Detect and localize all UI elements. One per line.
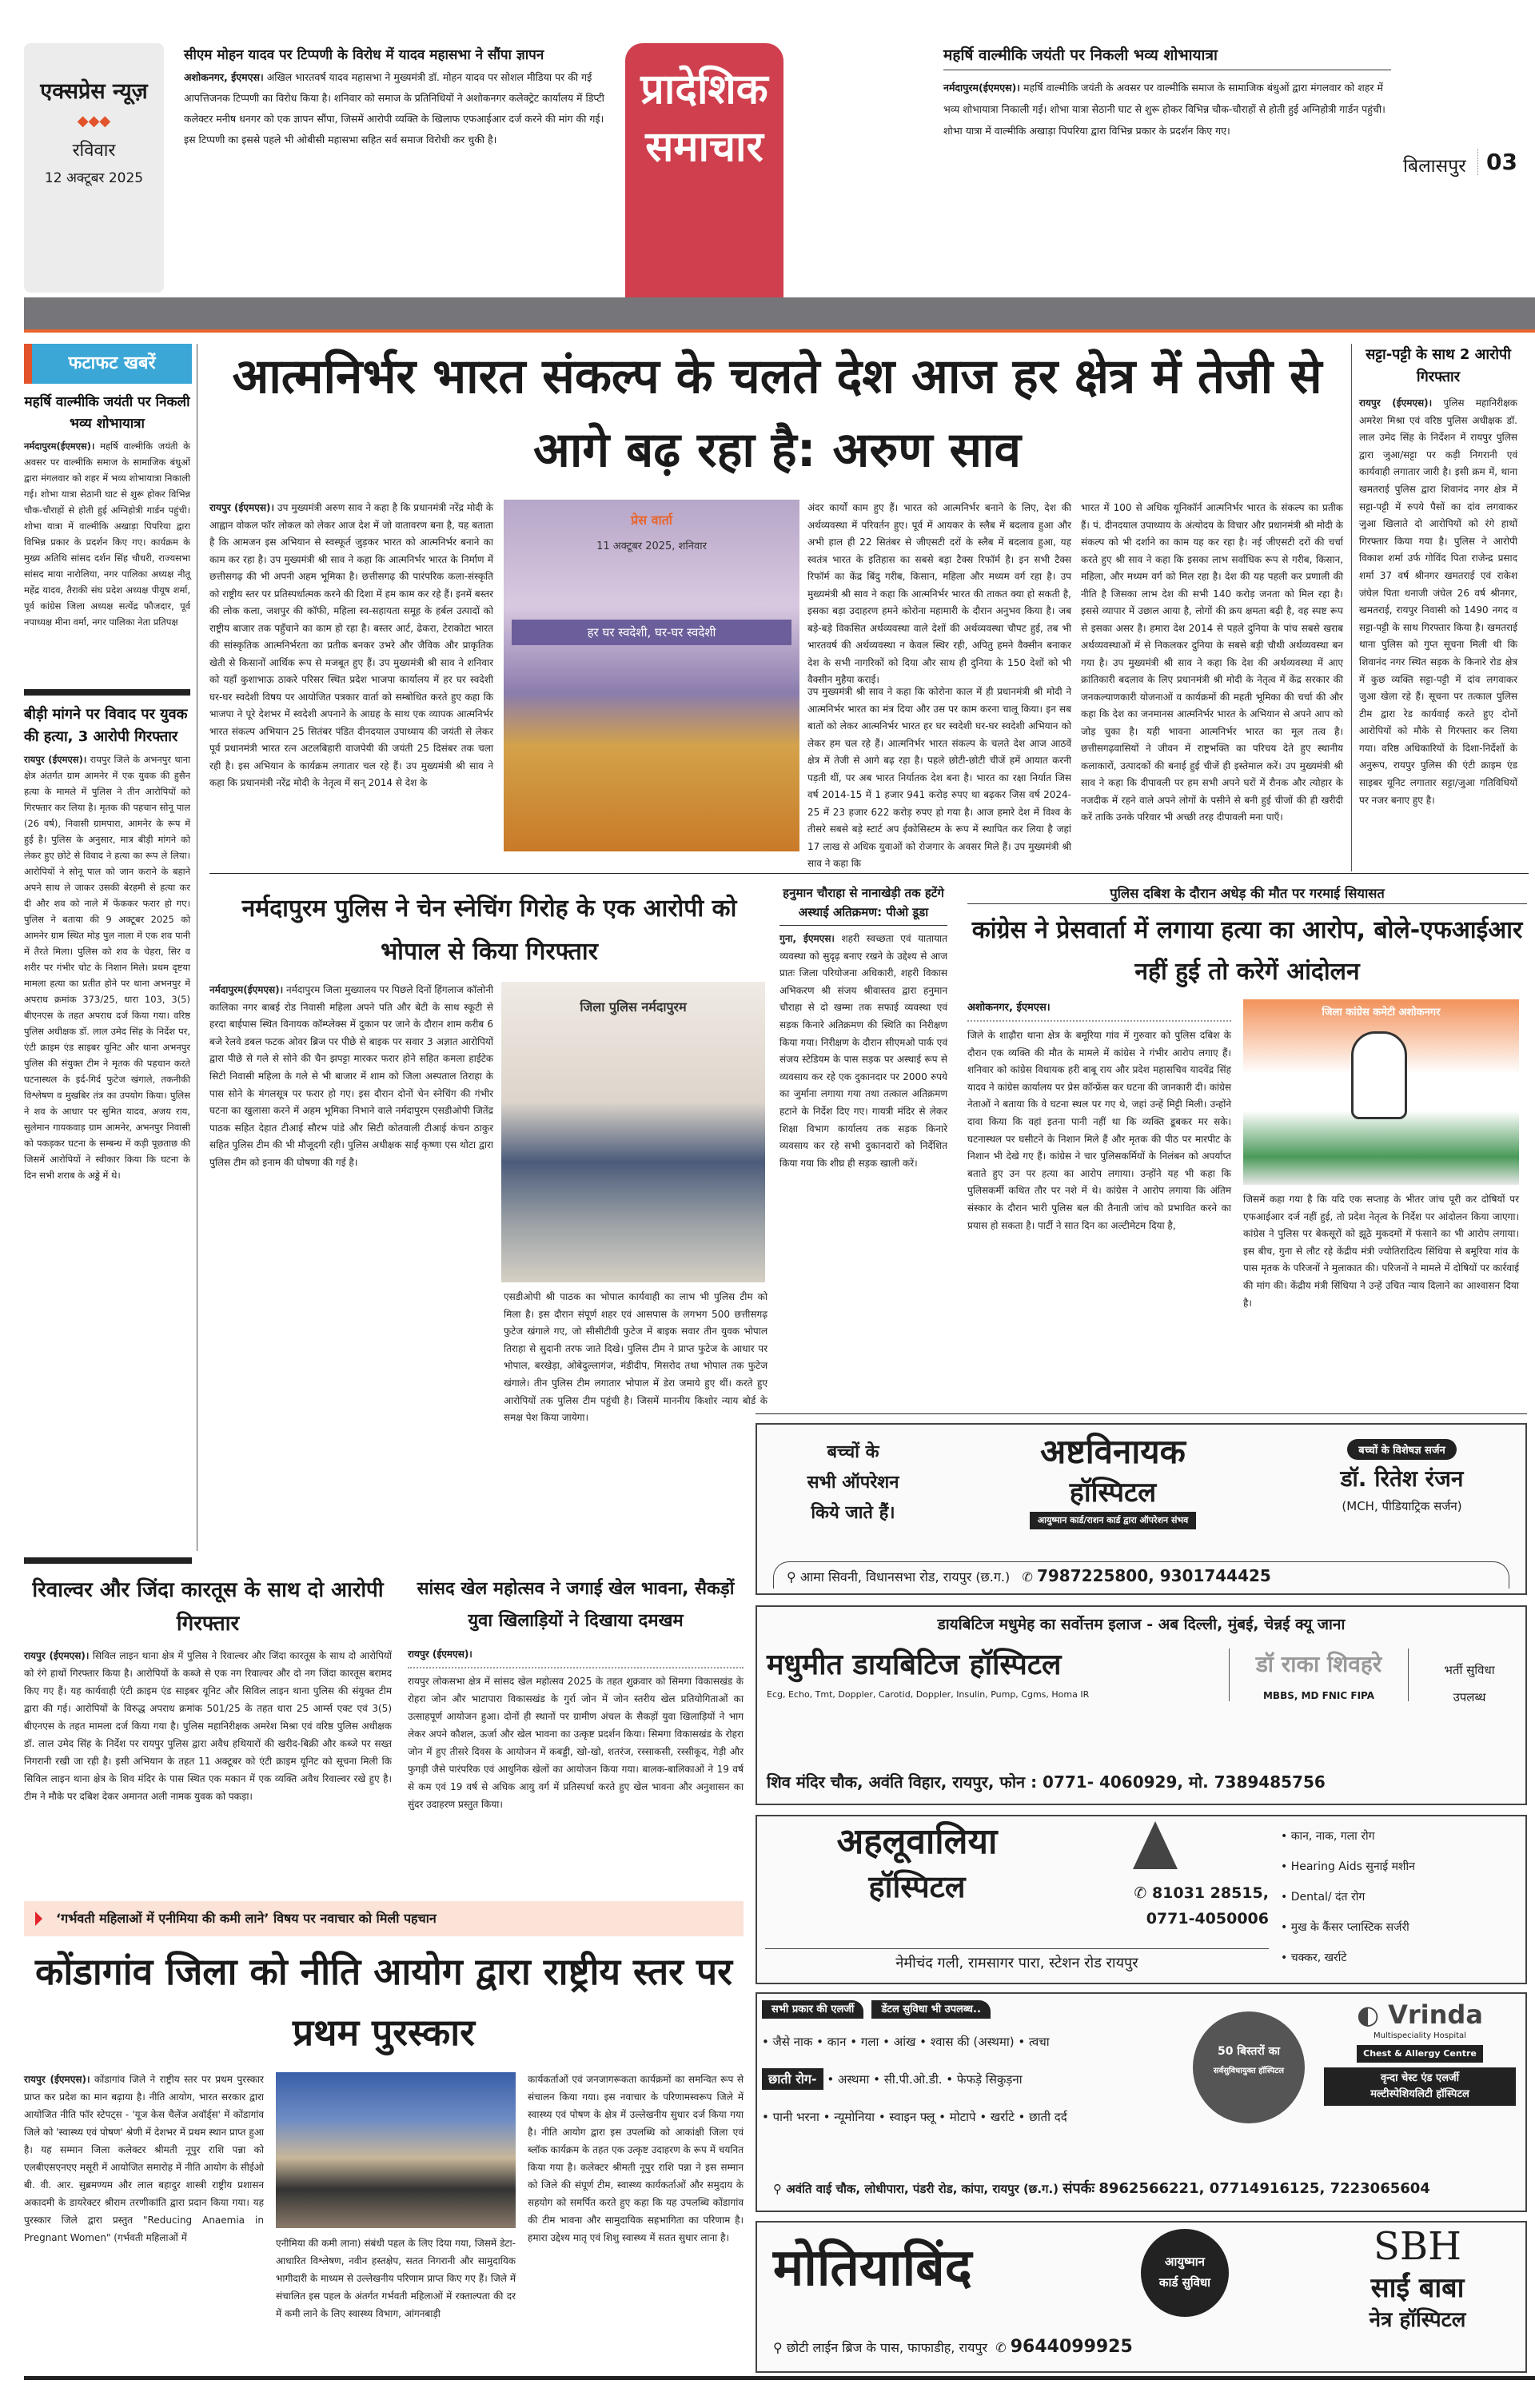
- hospital-name: वृन्दा चेस्ट एंड एलर्जी: [1380, 2072, 1460, 2084]
- phone-icon: ✆: [1134, 1884, 1147, 1902]
- police-team-photo: [501, 982, 765, 1282]
- diamond-ornament-icon: ◆◆◆: [77, 113, 111, 130]
- fatafat-khabrein-label: फटाफट खबरें: [24, 344, 192, 384]
- specialist-pill: बच्चों के विशेषज्ञ सर्जन: [1347, 1439, 1456, 1460]
- khel-mahotsav-headline: सांसद खेल महोत्सव ने जगाई खेल भावना, सैकड़ों युवा खिलाड़ियों ने दिखाया दमखम: [417, 1579, 735, 1631]
- hospital-name: अहलूवालिया: [836, 1821, 998, 1862]
- masthead-band: [24, 297, 1535, 333]
- ad-address: छोटी लाईन ब्रिज के पास, फाफाडीह, रायपुर: [786, 2340, 988, 2355]
- kondagaon-body2: एनीमिया की कमी लाना) संबंधी पहल के लिए दिया गया, जिसमें डेटा-आधारित विश्लेषण, नवीन हस्तक्षेप, सतत निगरानी और सामुदायिक भागीदारी के माध्यम से उल्लेखनीय परिणाम प्राप्त किए गए हैं। जिले में संचालित इस पहल के अंतर्गत गर्भवती महिलाओं में रक्ताल्पता की दर में कमी लाने के लिए स्वास्थ्य विभाग, आंगनबाड़ी: [276, 2238, 516, 2319]
- hospital-name: नेत्र हॉस्पिटल: [1369, 2308, 1466, 2332]
- kondagaon-kicker: [24, 1901, 744, 1936]
- dateline: रायपुर (ईएमएस)।: [24, 754, 87, 765]
- ad-address: अवंति वाई चौक, लोधीपारा, पंडरी रोड, कांपा, रायपुर (छ.ग.): [786, 2182, 1059, 2196]
- chain-story-col2: एसडीओपी श्री पाठक का भोपाल कार्यवाही का लाभ भी पुलिस टीम को मिला है। इस दौरान संपूर्ण शहर एवं आसपास के लगभग 500 छत्तीसगढ़ फुटेज खंगाले गए, जो सीसीटीवी फुटेज में बाइक सवार तीन युवक भोपाल तिराहा से सुदानी तरफ जाते दिखे। पुलिस टीम ने प्राप्त फुटेज के आधार पर भोपाल, बरखेड़ा, ओबेदुल्लागंज, मंडीदीप, मिसरोद तथा भोपाल तक फुटेज खंगाले। तीन पुलिस टीम लगातार भोपाल में डेरा जमाये हुए थीं। करते हुए आरोपियों तक पुलिस टीम पहुंची है। जिसमें माननीय किशोर न्याय बोर्ड के समक्ष पेश किया जायेगा।: [504, 1291, 768, 1424]
- dateline: नर्मदापुरम(ईएमएस)।: [24, 441, 95, 452]
- beds-badge: [1193, 2011, 1305, 2123]
- story-title: महर्षि वाल्मीकि जयंती पर निकली भव्य शोभायात्रा: [24, 394, 190, 432]
- doctor-qualification: MBBS, MD FNIC FIPA: [1262, 1690, 1375, 1701]
- congress-kicker: पुलिस दबिश के दौरान अधेड़ की मौत पर गरमाई सियासत: [967, 883, 1527, 904]
- photo-date-text: 11 अक्टूबर 2025, शनिवार: [596, 540, 707, 552]
- service-item: • चक्कर, खर्राटे: [1281, 1952, 1347, 1964]
- hand-symbol-icon: [1351, 1031, 1407, 1119]
- contact-label: संपर्कः: [1063, 2180, 1095, 2197]
- divider: [756, 1413, 1527, 1414]
- photo-banner: जिला कांग्रेस कमेटी अशोकनगर: [1322, 1007, 1441, 1019]
- story-body: महर्षि वाल्मीकि जयंती के अवसर पर वाल्मीकि समाज के सामाजिक बंधुओं द्वारा मंगलवार को शहर में भव्य शोभायात्रा निकाली गई। शोभा यात्रा सेठानी घाट से शुरू होकर विभिन्न चौक-चौराहों से होती हुई अग्निहोत्री गार्डन पहुंची। शोभा यात्रा में वाल्मीकि अखाड़ा पिपरिया द्वारा विभिन्न प्रकार के प्रदर्शन किए गए। कार्यक्रम के मुख्य अतिथि सांसद दर्शन सिंह चौधरी, राज्यसभा सांसद माया नारोलिया, नगर पालिका अध्यक्ष नीतू महेंद्र यादव, तैराकी संघ प्रदेश अध्यक्ष पीयूष शर्मा, पूर्व कांग्रेस जिला अध्यक्ष सत्येंद्र फौजदार, पूर्व नपाध्यक्ष मीना वर्मा, नगर पालिका नेता प्रतिपक्ष: [24, 441, 191, 628]
- left-column: [24, 392, 190, 1503]
- page-number: 03: [1477, 149, 1517, 175]
- story-body: पुलिस महानिरीक्षक अमरेश मिश्रा एवं वरिष्ठ पुलिस अधीक्षक डॉ. लाल उमेद सिंह के निर्देशन में रायपुर पुलिस द्वारा जुआ/सट्टा पर कड़ी निगरानी एवं कार्यवाही लगातार जारी है। इसी क्रम में, थाना खमतराई पुलिस द्वारा शिवानंद नगर क्षेत्र में सट्टा-पट्टी में रुपये पैसों का दांव लगवाकर जुआ खिलाते दो आरोपियों को रंगे हाथों गिरफ्तार किया गया है। पुलिस ने आरोपी विकाश शर्मा उर्फ गोविंद पिता राजेन्द्र प्रसाद शर्मा 37 वर्ष श्रीनगर खमतराई एवं राकेश जंघेल पिता धनाजी जंघेल 26 वर्ष श्रीनगर, खमतराई, रायपुर निवासी को 1490 नगद व सट्टा-पट्टी के साथ गिरफ्तार किया है। खमतराई थाना पुलिस को गुप्त सूचना मिली थी कि शिवानंद नगर स्थित सड़क के किनारे रोड क्षेत्र में कुछ व्यक्ति सट्टा-पट्टी में दांव लगवाकर जुआ खेला रहे हैं। सूचना पर तत्काल पुलिस टीम द्वारा रेड कार्यवाई करते हुए दोनों आरोपियों को मौके से गिरफ्तार कर लिया गया। वरिष्ठ अधिकारियों के दिशा-निर्देशों के अनुरूप, रायपुर पुलिस की एंटी क्राइम एंड साइबर यूनिट लगातार सट्टा/जुआ गतिविधियों पर नजर बनाए हुए है।: [1359, 397, 1517, 806]
- services-list: [1281, 1821, 1521, 1973]
- ad-text: उपलब्ध: [1453, 1690, 1486, 1704]
- doctor-qualification: (MCH, पीडियाट्रिक सर्जन): [1342, 1499, 1462, 1513]
- location-pin-icon: ⚲: [787, 1569, 796, 1585]
- dateline: गुना, ईएमएस।: [779, 933, 835, 944]
- masthead-date: 12 अक्टूबर 2025: [44, 170, 144, 186]
- dateline: रायपुर (ईएमएस)।: [24, 1650, 90, 1661]
- brief-title: महर्षि वाल्मीकि जयंती पर निकली भव्य शोभायात्रा: [943, 43, 1391, 70]
- section-title-line1: प्रादेशिक: [640, 66, 768, 114]
- ad-phone: 8962566221, 07714916125, 7223065604: [1098, 2180, 1430, 2197]
- lungs-logo-icon: ◐: [1357, 1999, 1379, 2030]
- top-brief-valmiki: [943, 43, 1391, 291]
- badge-text: सर्वसुविधायुक्त हॉस्पिटल: [1213, 2067, 1285, 2075]
- hospital-name: साईं बाबा: [1370, 2272, 1465, 2304]
- story-body: कोंडागांव जिले ने राष्ट्रीय स्तर पर प्रथम पुरस्कार प्राप्त कर प्रदेश का मान बढ़ाया है। नीति आयोग, भारत सरकार द्वारा आयोजित नीति फॉर स्टेपट्स - 'यूज केस चैलेंज अवॉर्ड्स' में कोंडागांव जिले को 'स्वास्थ्य एवं पोषण' श्रेणी में देशभर में प्रथम स्थान प्राप्त हुआ है। यह सम्मान जिला कलेक्टर श्रीमती नूपुर राशि पन्ना को एलबीएसएनएए मसूरी में आयोजित समारोह में नीति आयोग के सीईओ बी. वी. आर. सुब्रमण्यम और लाल बहादुर शास्त्री राष्ट्रीय प्रशासन अकादमी के डायरेक्टर श्रीराम तरणीकांति द्वारा प्रदान किया गया। यह पुरस्कार जिले द्वारा प्रस्तुत "Reducing Anaemia in Pregnant Women" (गर्भवती महिलाओं में: [24, 2074, 264, 2243]
- arrow-right-icon: [35, 1912, 42, 1926]
- top-brief-yadav: [184, 43, 608, 291]
- ad-address: नेमीचंद गली, रामसागर पारा, स्टेशन रोड रायपुर: [765, 1948, 1269, 1975]
- sbh-logo: SBH: [1373, 2224, 1461, 2269]
- ad-saibaba-eye-hospital: [756, 2221, 1527, 2373]
- page-bottom-rule: [24, 2376, 1535, 2380]
- award-ceremony-photo: [276, 2072, 516, 2228]
- press-conference-photo: [504, 500, 799, 851]
- main-headline: आत्मनिर्भर भारत संकल्प के चलते देश आज हर क्षेत्र में तेजी से आगे बढ़ रहा है: अरुण साव: [232, 349, 1322, 478]
- badge-text: कार्ड सुविधा: [1158, 2275, 1211, 2290]
- ad-madhumeet-diabetes-hospital: [756, 1605, 1527, 1805]
- ad-text: किये जाते हैं।: [811, 1503, 895, 1523]
- service-item: • कान, नाक, गला रोग: [1281, 1830, 1375, 1843]
- edition-city: बिलासपुर: [1403, 156, 1466, 177]
- photo-sign-text: जिला पुलिस नर्मदापुरम: [580, 999, 687, 1015]
- khel-story-body: रायपुर लोकसभा क्षेत्र में सांसद खेल महोत्सव 2025 के तहत शुक्रवार को सिमगा विकासखंड के रोहरा जोन और भाटापारा विकासखंड के गुर्रा जोन में जोन स्तरीय खेल प्रतियोगिताओं का उत्साहपूर्ण आयोजन हुआ। दोनों ही स्थानों पर ग्रामीण अंचल के सैकड़ों युवा खिलाड़ियों ने भाग लेकर अपने कौशल, ऊर्जा और खेल भावना का उत्कृष्ट प्रदर्शन किया। सिमगा विकासखंड के रोहरा जोन में हुए तीसरे दिवस के आयोजन में कबड्डी, खो-खो, शतरंज, रस्साकसी, रस्सीकूद, गेड़ी और फुगड़ी जैसे पारंपरिक एवं आधुनिक खेलों का आयोजन किया गया। बालक-बालिकाओं ने 19 वर्ष से कम एवं 19 वर्ष से अधिक आयु वर्ग में प्रतिस्पर्धा करते हुए खेल भावना और अनुशासन का सुंदर उदाहरण प्रस्तुत किया।: [408, 1676, 744, 1810]
- section-title-line2: समाचार: [645, 123, 764, 171]
- brand-name: एक्सप्रेस न्यूज़: [40, 79, 148, 104]
- hospital-logo-icon: [1133, 1821, 1178, 1869]
- main-story-col3: उप मुख्यमंत्री श्री साव ने कहा कि कोरोना काल में ही प्रधानमंत्री श्री मोदी ने आत्मनिर्भर भारत का मंत्र दिया और उस पर काम करना चालू किया। इन सब बातों को लेकर आत्मनिर्भर भारत हर घर स्वदेशी घर-घर स्वदेशी अभियान को लेकर हम चल रहे हैं। आत्मनिर्भर भारत संकल्प के चलते देश आज आठवें क्षेत्र में तेजी से आगे बढ़ रहा है। पहले छोटी-छोटी चीजें हमें आयात करनी पड़ती थीं, पर अब भारत निर्यातक देश बना है। भारत का रक्षा निर्यात जिस वर्ष 2014-15 में 1 हजार 941 करोड़ रुपए था बढ़कर जिस वर्ष 2024-25 में 23 हजार 622 करोड़ रुपए हो गया है। आज हमारे देश में विश्व के तीसरे सबसे बड़े स्टार्ट अप ईकोसिस्टम के रूप में स्थापित कर लिया है जहां 17 लाख से अधिक युवाओं को रोजगार के अवसर मिले हैं। उप मुख्यमंत्री श्री साव ने कहा कि: [807, 686, 1071, 869]
- card-note: आयुष्मान कार्ड/राशन कार्ड द्वारा ऑपरेशन संभव: [1030, 1512, 1196, 1529]
- doctor-name: डॉ. रितेश रंजन: [1340, 1465, 1464, 1492]
- story-body: शहरी स्वच्छता एवं यातायात व्यवस्था को सुदृढ़ बनाए रखने के उद्देश्य से आज प्रातः जिला परियोजना अधिकारी, शहरी विकास अभिकरण श्री संजय श्रीवास्तव द्वारा हनुमान चौराहा से दो खम्मा तक सफाई व्यवस्था एवं सड़क किनारे अतिक्रमण की स्थिति का निरीक्षण किया गया। निरीक्षण के दौरान सीएमओ पार्क एवं संजय स्टेडियम के पास सड़क पर अस्थाई रूप से व्यवसाय कर रहे एक दुकानदार पर 2000 रुपये का जुर्माना लगाया गया तथा तत्काल अतिक्रमण हटाने के निर्देश दिए गए। गायत्री मंदिर से लेकर शिक्षा विभाग कार्यालय तक सड़क किनारे व्यवसाय कर रहे सभी दुकानदारों को निर्देशित किया गया कि शीघ्र ही सड़क खाली करें।: [779, 933, 947, 1169]
- ayushman-badge: [1141, 2229, 1229, 2317]
- badge-text: आयुष्मान: [1165, 2255, 1205, 2269]
- hospital-name: हॉस्पिटल: [868, 1869, 966, 1904]
- section-divider: [209, 873, 1529, 874]
- phone-icon: ✆: [995, 2340, 1007, 2355]
- ad-phone: 0771-4050006: [1146, 1910, 1269, 1928]
- congress-headline: कांग्रेस ने प्रेसवार्ता में लगाया हत्या का आरोप, बोले-एफआईआर नहीं हुई तो करेगें आंदोलन: [971, 916, 1523, 986]
- photo-label: प्रेस वार्ता: [631, 512, 672, 528]
- story-title: हनुमान चौराहा से नानाखेड़ी तक हटेंगे अस्थाई अतिक्रमण: पीओ डूडा: [779, 883, 947, 926]
- badge-text: 50 बिस्तरों का: [1217, 2045, 1280, 2058]
- ad-services: Ecg, Echo, Tmt, Doppler, Carotid, Doppler, Insulin, Pump, Cgms, Homa IR: [767, 1689, 1090, 1700]
- ad-tab: डेंटल सुविधा भी उपलब्ध..: [871, 2000, 990, 2019]
- dateline: रायपुर (ईएमएस)।: [24, 2074, 90, 2085]
- ad-list: • जैसे नाक • कान • गला • आंख • श्वास की (अस्थमा) • त्वचा: [762, 2035, 1050, 2049]
- ad-address: आमा सिवनी, विधानसभा रोड, रायपुर (छ.ग.): [799, 1569, 1011, 1585]
- ad-address: शिव मंदिर चौक, अवंति विहार, रायपुर, फोन : 0771- 4060929, मो. 7389485756: [767, 1772, 1326, 1792]
- location-pin-icon: ⚲: [773, 2182, 782, 2196]
- ad-list: • अस्थमा • सी.पी.ओ.डी. • फेफड़े सिकुड़ना: [827, 2072, 1023, 2087]
- dateline: नर्मदापुरम(ईएमएस)।: [943, 82, 1021, 94]
- hospital-name: मधुमीत डायबिटिज हॉस्पिटल: [767, 1649, 1062, 1681]
- congress-press-photo: [1243, 999, 1519, 1185]
- dateline: अशोकनगर, ईएमएस।: [184, 71, 264, 83]
- masthead-day: रविवार: [72, 141, 116, 161]
- service-item: • मुख के कैंसर प्लास्टिक सर्जरी: [1281, 1921, 1409, 1934]
- main-story-col1: [209, 500, 493, 863]
- hospital-name: हॉस्पिटल: [1069, 1477, 1157, 1509]
- dateline: रायपुर (ईएमएस)।: [408, 1647, 744, 1668]
- ad-list: • पानी भरना • न्यूमोनिया • स्वाइन फ्लू • मोटापे • खर्राटे • छाती दर्द: [762, 2110, 1067, 2124]
- dateline: अशोकनगर, ईएमएस।: [967, 999, 1231, 1022]
- ad-ashtavinayak-hospital: [756, 1423, 1527, 1595]
- story-body: नर्मदापुरम जिला मुख्यालय पर पिछले दिनों हिंगलाज कॉलोनी कालिका नगर बाबई रोड निवासी महिला अपने पति और बेटी के साथ स्कूटी से हरदा बाईपास स्थित विनायक कॉम्प्लेक्स में दुकान पर जाने के दौरान शाम करीब 6 बजे रेलवे डबल फटक ओवर ब्रिज पर पीछे से बाइक पर सवार 3 अज्ञात आरोपियों द्वारा पीछे से गले से सोने की चैन झपट्टा मारकर फरार होने सहित कमला हाईटेक सिटी निवासी महिला के गले से भी बाजार में शाम को जिला अस्पताल तिराहा के पास सोने के मंगलसूत्र पर फरार हो गए। इस दौरान दोनों चेन स्नेचिंग की गंभीर घटना का खुलासा करने में अहम भूमिका निभाने वाले नर्मदापुरम एसडीओपी जितेंद्र पाठक सहित देहात टीआई सौरभ पांडे और सिटी कोतवाली टीआई कंचन ठाकुर सहित पुलिस टीम की भी मौजूदगी रही। पुलिस अधीक्षक साईं कृष्णा एस थोटा द्वारा पुलिस टीम को इनाम की घोषणा की गई है।: [209, 984, 493, 1168]
- main-story-col2: अंदर कार्यों काम हुए हैं। भारत को आत्मनिर्भर बनाने के लिए, देश की अर्थव्यवस्था में परिवर्तन हुए। पूर्व में आयकर के स्लैब में बदलाव हुआ और अभी हाल ही 22 सितंबर से जीएसटी दरों के स्लैब में बदलाव हुआ, यह स्वतंत्र भारत के इतिहास का सबसे बड़ा टैक्स रिफॉर्म है। इन सभी टैक्स रिफॉर्म का केंद्र बिंदु गरीब, किसान, महिला और मध्यम वर्ग रहा है। उप मुख्यमंत्री श्री साव ने कहा कि आत्मनिर्भर भारत की ताकत क्या हो सकती है, इसका बड़ा उदाहरण हमने कोरोना महामारी के दौरान अनुभव किया है। जब बड़े-बड़े विकसित अर्थव्यवस्था वाले देशों की अर्थव्यवस्था चौपट हुई, तब भी भारतवर्ष की अर्थव्यवस्था न केवल स्थिर रही, अपितु हमने वैक्सीन बनाकर देश के सभी नागरिकों को दिया और साथ ही दुनिया के 150 देशों को भी वैक्सीन मुहैया कराई।: [807, 502, 1071, 685]
- right-column-story: [1359, 344, 1517, 859]
- chain-snatching-headline: नर्मदापुरम पुलिस ने चेन स्नेचिंग गिरोह के एक आरोपी को भोपाल से किया गिरफ्तार: [241, 895, 737, 966]
- logo-subtitle: Multispeciality Hospital: [1374, 2031, 1466, 2040]
- main-story-col4: भारत में 100 से अधिक यूनिकॉर्न आत्मनिर्भर भारत के संकल्प का प्रतीक हैं। पं. दीनदयाल उपाध्याय के अंत्योदय के विचार और प्रधानमंत्री श्री मोदी के संकल्प को भी दर्शाने का काम यह कर रहा है। नई जीएसटी दरों की चर्चा करते हुए श्री साव ने कहा कि इसका लाभ सर्वाधिक रूप से गरीब, किसान, महिला, और मध्यम वर्ग को मिल रहा है। देश की यह पहली कर प्रणाली की नीति है जिसका लाभ देश की सभी 140 करोड़ जनता को मिल रहा है। इससे व्यापार में उछाल आया है, लोगों की क्रय क्षमता बढ़ी है, वह स्पष्ट रूप से इसका असर है। हमारा देश 2014 से पहले दुनिया के पांच सबसे खराब अर्थव्यवस्थाओं में से निकलकर दुनिया के सबसे बड़ी चौथी अर्थव्यवस्था बन गया है। उप मुख्यमंत्री श्री साव ने कहा कि देश की अर्थव्यवस्था में आए क्रांतिकारी बदलाव के लिए प्रधानमंत्री श्री मोदी के नेतृत्व में केंद्र सरकार की जनकल्याणकारी योजनाओं व कार्यक्रमों की महती भूमिका की चर्चा की और कहा कि देश का जनमानस आत्मनिर्भर भारत के अभियान से अपने आप को जोड़ चुका है। यही भावना आत्मनिर्भर भारत का मूल तत्व है। छत्तीसगढ़वासियों ने जीवन में राष्ट्रभक्ति का परिचय देते हुए स्थानीय कलाकारों, उत्पादकों की बनाई हुई चीजें ही इस्तेमाल करें। उप मुख्यमंत्री श्री साव ने कहा कि दीपावली पर हम सभी अपने घरों में रौनक और त्योहार के नजदीक में रहने वाले अपने लोगों के पसीने से बनी हुई चीजों की ही खरीदी करें ताकि उनके परिवार भी अच्छी तरह दीपावली मना पाएँ।: [1081, 502, 1343, 823]
- congress-story-body2: जिसमें कहा गया है कि यदि एक सप्ताह के भीतर जांच पूरी कर दोषियों पर एफआईआर दर्ज नहीं हुई, तो प्रदेश नेतृत्व के निर्देश पर आंदोलन किया जाएगा। कांग्रेस ने पुलिस पर बेकसूरों को झूठे मुकदमों में फंसाने का भी आरोप लगाया। इस बीच, गुना से लौट रहे केंद्रीय मंत्री ज्योतिरादित्य सिंधिया से बमूरिया गांव के पास मृतक के परिजनों ने मुलाकात की। परिजनों ने मामले में दोषियों पर कार्रवाई की मांग की। केंद्रीय मंत्री सिंधिया ने उन्हें उचित न्याय दिलाने का आश्वासन दिया है।: [1243, 1194, 1519, 1309]
- section-title-block: [625, 43, 783, 297]
- ad-text: बच्चों के: [827, 1442, 879, 1462]
- story-body: रायपुर जिले के अभनपुर थाना क्षेत्र अंतर्गत ग्राम आमनेर में एक युवक की हुसैन हत्या के मामले में पुलिस ने तीन आरोपियों को गिरफ्तार कर लिया है। मृतक की पहचान सोनू पाल (26 वर्ष), निवासी ग्रामपारा, आमनेर के रूप में हुई है। पुलिस के अनुसार, मात्र बीड़ी मांगने को लेकर हुए छोटे से विवाद ने हत्या का रूप ले लिया। आरोपियों ने सोनू पाल को जान कराने के बहाने अपने साथ ले जाकर उसकी बेरहमी से हत्या कर दी और शव को नाले में फेंककर फरार हो गए। पुलिस ने बताया की 9 अक्टूबर 2025 को आमनेर ग्राम स्थित मोड़ पुल नाला में एक शव पानी में तैरते मिला। पुलिस को शव के चेहरा, सिर व शरीर पर गंभीर चोट के निशान मिले। प्रथम दृष्टया मामला हत्या का प्रतीत होने पर थाना अभनपुर में अपराध क्रमांक 373/25, धारा 103, 3(5) बीएनएस के तहत अपराध दर्ज किया गया। वरिष्ठ पुलिस अधीक्षक डॉ. लाल उमेद सिंह के निर्देश पर, एंटी क्राइम एंड साइबर यूनिट और थाना अभनपुर पुलिस की संयुक्त टीम ने मृतक की पहचान करते घटनास्थल के इर्द-गिर्द फुटेज खंगाले, तकनीकी विश्लेषण व मुखबिर तंत्र का उपयोग किया। पुलिस ने शव के आधार पर सुमित यादव, अजय राय, सुलेमान गायकवाड़ ग्राम आमनेर, अभनपुर निवासी को पकड़कर घटना के सम्बन्ध में कड़ी पूछताछ की जिसमें आरोपियों ने स्वीकार किया कि घटना के दिन सभी शराब के अड्डे में थे।: [24, 754, 191, 1181]
- ad-tagline: डायबिटिज मधुमेह का सर्वोत्तम इलाज - अब दिल्ली, मुंबई, चेन्नई क्यू जाना: [937, 1616, 1346, 1633]
- story-title: बीड़ी मांगने पर विवाद पर युवक की हत्या, 3 आरोपी गिरफ्तार: [24, 706, 188, 745]
- photo-banner: हर घर स्वदेशी, घर-घर स्वदेशी: [512, 620, 791, 645]
- phone-icon: ✆: [1022, 1569, 1033, 1585]
- dateline: रायपुर (ईएमएस)।: [209, 502, 275, 513]
- ad-label: छाती रोग-: [762, 2068, 823, 2090]
- logo-tag: Chest & Allergy Centre: [1357, 2045, 1483, 2063]
- story-title: सट्टा-पट्टी के साथ 2 आरोपी गिरफ्तार: [1366, 346, 1511, 385]
- hanuman-chauraha-story: [779, 883, 947, 1490]
- dateline: नर्मदापुरम(ईएमएस)।: [209, 984, 284, 995]
- column-rule: [1351, 344, 1352, 871]
- revolver-headline: रिवाल्वर और जिंदा कारतूस के साथ दो आरोपी गिरफ्तार: [32, 1578, 384, 1636]
- doctor-name: डॉ राका शिवहरे: [1255, 1651, 1382, 1677]
- hospital-name: अष्टविनायक: [1040, 1432, 1186, 1471]
- dateline: रायपुर (ईएमएस)।: [1359, 397, 1433, 409]
- hospital-name: मल्टीस्पेशियलिटी हॉस्पिटल: [1370, 2088, 1469, 2100]
- location-pin-icon: ⚲: [773, 2340, 783, 2355]
- ad-text: भर्ती सुविधा: [1444, 1663, 1495, 1677]
- logo-name: Vrinda: [1388, 1999, 1483, 2030]
- brief-body: महर्षि वाल्मीकि जयंती के अवसर पर वाल्मीकि समाज के सामाजिक बंधुओं द्वारा मंगलवार को शहर में भव्य शोभायात्रा निकाली गई। शोभा यात्रा सेठानी घाट से शुरू होकर विभिन्न चौक-चौराहों से होती हुई अग्निहोत्री गार्डन पहुंची। शोभा यात्रा में वाल्मीकि अखाड़ा पिपरिया द्वारा विभिन्न प्रकार के प्रदर्शन किए गए।: [943, 82, 1385, 137]
- story-body: सिविल लाइन थाना क्षेत्र में पुलिस ने रिवाल्वर और जिंदा कारतूस के साथ दो आरोपियों को रंगे हाथों गिरफ्तार किया है। आरोपियों के कब्जे से एक नग रिवाल्वर और दो नग जिंदा कारतूस बरामद किए गए हैं। यह कार्यवाही एंटी क्राइम एंड साइबर यूनिट और सिविल लाइन थाना पुलिस की संयुक्त टीम द्वारा की गई। आरोपियों के विरुद्ध अपराध क्रमांक 501/25 के तहत धारा 25 आर्म्स एक्ट एवं 3(5) बीएनएस के तहत मामला दर्ज किया गया है। पुलिस महानिरीक्षक अमरेश मिश्रा एवं वरिष्ठ पुलिस अधीक्षक डॉ. लाल उमेद सिंह के निर्देश पर रायपुर पुलिस द्वारा अवैध हथियारों की खरीद-बिक्री और कब्जे पर सख्त निगरानी रखी जा रही है। इसी अभियान के तहत 11 अक्टूबर को एंटी क्राइम यूनिट को सूचना मिली कि सिविल लाइन थाना क्षेत्र के शिव मंदिर के पास स्थित एक मकान में एक व्यक्ति अवैध रिवाल्वर रखे हुए है। टीम ने मौके पर दबिश देकर अमानत अली नामक युवक को पकड़ा।: [24, 1650, 392, 1802]
- brief-title: सीएम मोहन यादव पर टिप्पणी के विरोध में यादव महासभा ने सौंपा ज्ञापन: [184, 47, 544, 63]
- service-item: • Dental/ दंत रोग: [1281, 1891, 1366, 1904]
- ad-phone: 7987225800, 9301744425: [1036, 1566, 1271, 1585]
- ad-title: मोतियाबिंद: [773, 2239, 972, 2298]
- ad-text: सभी ऑपरेशन: [807, 1473, 899, 1493]
- kondagaon-body3: कार्यकर्ताओं एवं जनजागरूकता कार्यक्रमों का समन्वित रूप से संचालन किया गया। इस नवाचार के परिणामस्वरूप जिले में स्वास्थ्य एवं पोषण के क्षेत्र में उल्लेखनीय सुधार दर्ज किया गया है। नीति आयोग द्वारा इस उपलब्धि को आकांक्षी जिला एवं ब्लॉक कार्यक्रम के तहत एक उत्कृष्ट उदाहरण के रूप में चयनित किया गया है। कलेक्टर श्रीमती नूपुर राशि पन्ना ने इस सम्मान को जिले की संपूर्ण टीम, स्वास्थ्य कार्यकर्ताओं और समुदाय के सहयोग को समर्पित करते हुए कहा कि यह उपलब्धि कोंडागांव की टीम भावना और सामुदायिक सहभागिता का परिणाम है। हमारा उद्देश्य मातृ एवं शिशु स्वास्थ्य में सतत सुधार लाना है।: [528, 2074, 744, 2243]
- story-body: उप मुख्यमंत्री अरुण साव ने कहा है कि प्रधानमंत्री नरेंद्र मोदी के आह्वान वोकल फॉर लोकल को लेकर आज देश में जो वातावरण बना है, यह बताता है कि आमजन इस अभियान से स्वस्फूर्त जुड़कर भारत को आत्मनिर्भर बनाने का काम कर रहा है। उप मुख्यमंत्री श्री साव ने कहा कि आत्मनिर्भर भारत के निर्माण में छत्तीसगढ़ की भी अपनी अहम भूमिका है। छत्तीसगढ़ की पारंपरिक कला-संस्कृति को राष्ट्रीय स्तर पर प्रतिस्पर्धात्मक करने की दिशा में हम काम कर रहे हैं। इनमें बस्तर की लोक कला, जशपुर की कॉफी, महिला स्व-सहायता समूह के हर्बल उत्पादों को राष्ट्रीय बाजार तक पहुँचाने का काम हो रहा है। बस्तर आर्ट, ढेकरा, टेराकोटा भारत की सांस्कृतिक आत्मनिर्भरता का प्रतीक बनकर उभरे और जैविक और प्राकृतिक खेती से किसानों आर्थिक रूप से मजबूत हुए हैं। उप मुख्यमंत्री श्री साव ने शनिवार को यहाँ कुशाभाऊ ठाकरे परिसर स्थित प्रदेश भाजपा कार्यालय में हर घर स्वदेशी घर-घर स्वदेशी विषय पर आयोजित पत्रकार वार्ता को सम्बोधित करते हुए कहा कि भाजपा ने पूरे देशभर में स्वदेशी अपनाने के आग्रह के साथ एक व्यापक आत्मनिर्भर भारत संकल्प अभियान 25 सितंबर पंडित दीनदयाल उपाध्याय की जयंती से लेकर पूर्व प्रधानमंत्री भारत रत्न अटलबिहारी वाजपेयी की जयंती 25 दिसंबर तक चला रही है। इस अभियान के कार्यक्रम लगातार चल रहे हैं। उप मुख्यमंत्री श्री साव ने कहा कि प्रधानमंत्री नरेंद्र मोदी के नेतृत्व में सन् 2014 से देश के: [209, 502, 493, 788]
- ad-phone: 9644099925: [1010, 2337, 1133, 2357]
- ad-tab: सभी प्रकार की एलर्जी: [762, 2000, 863, 2019]
- congress-story-body: जिले के शाढ़ौरा थाना क्षेत्र के बमूरिया गांव में गुरुवार को पुलिस दबिश के दौरान एक व्यक्ति की मौत के मामले में कांग्रेस ने गंभीर आरोप लगाए हैं। शनिवार को कांग्रेस विधायक हरी बाबू राय और प्रदेश महासचिव यादवेंद्र सिंह यादव ने कांग्रेस कार्यालय पर प्रेस कॉन्फ्रेंस कर घटना की जानकारी दी। कांग्रेस नेताओं ने बताया कि वे घटना स्थल पर गए थे, जहां उन्हें मिट्टी मिली। उन्होंने दावा किया कि वहां इतना पानी नहीं था कि व्यक्ति डूबकर मर सके। घटनास्थल पर घसीटने के निशान मिले हैं और मृतक की पीठ पर मारपीट के निशान भी देखे गए हैं। कांग्रेस ने चार पुलिसकर्मियों के निलंबन को अपर्याप्त बताते हुए उन पर हत्या का आरोप लगाया। उन्होंने यह भी कहा कि पुलिसकर्मी कथित तौर पर नशे में थे। कांग्रेस ने आरोप लगाया कि अंतिम संस्कार के दौरान भारी पुलिस बल की तैनाती जांच को प्रभावित करने का प्रयास हो सकता है। पार्टी ने सात दिन का अल्टीमेटम दिया है,: [967, 1030, 1231, 1231]
- kondagaon-headline: कोंडागांव जिला को नीति आयोग द्वारा राष्ट्रीय स्तर पर प्रथम पुरस्कार: [35, 1950, 732, 2054]
- divider: [24, 1557, 192, 1564]
- brief-body: अखिल भारतवर्ष यादव महासभा ने मुख्यमंत्री डॉ. मोहन यादव पर सोशल मीडिया पर की गई आपत्तिजनक टिप्पणी का विरोध किया है। शनिवार को समाज के प्रतिनिधियों ने अशोकनगर कलेक्ट्रेट कार्यालय में डिप्टी कलेक्टर मनीष धनगर को एक ज्ञापन सौंपा, जिसमें आरोपी व्यक्ति के खिलाफ एफआईआर दर्ज करने की मांग की गई। इस टिप्पणी का इससे पहले भी ओबीसी महासभा सहित सर्व समाज विरोधी कर चुकी है।: [184, 71, 604, 146]
- ad-vrinda-hospital: [756, 1992, 1527, 2212]
- ad-phone: 81031 28515,: [1151, 1884, 1269, 1902]
- kicker-text: ‘गर्भवती महिलाओं में एनीमिया की कमी लाने’ विषय पर नवाचार को मिली पहचान: [56, 1911, 437, 1926]
- ad-ahluwalia-hospital: [756, 1815, 1527, 1984]
- divider: [24, 689, 190, 696]
- masthead-date-box: [24, 43, 164, 293]
- service-item: • Hearing Aids सुनाई मशीन: [1281, 1860, 1415, 1873]
